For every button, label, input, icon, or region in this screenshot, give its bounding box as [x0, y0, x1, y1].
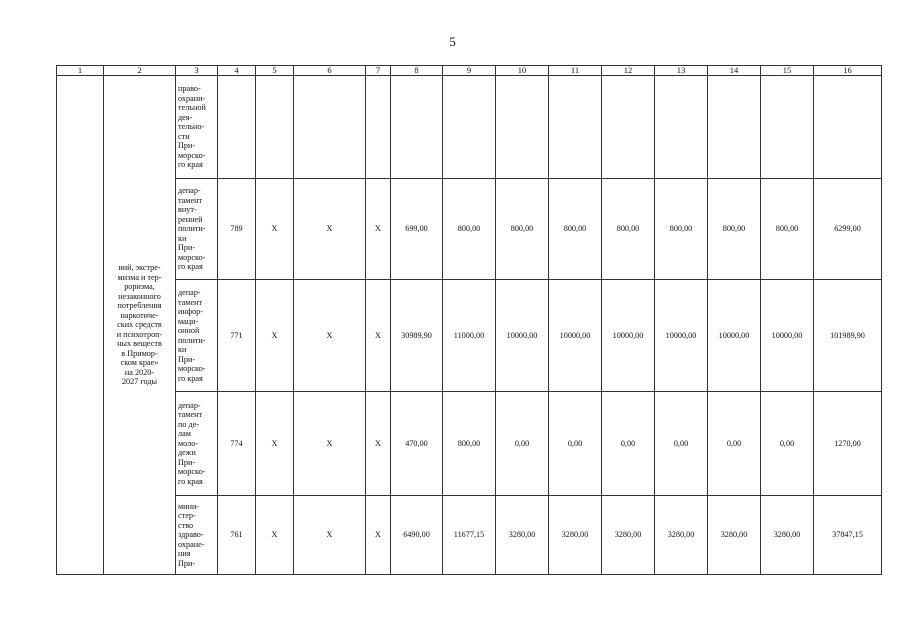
value-cell: 0,00 — [761, 392, 814, 496]
value-cell: X — [256, 280, 294, 392]
value-cell: X — [294, 179, 366, 280]
value-cell — [443, 76, 496, 179]
code-cell: 774 — [218, 392, 256, 496]
value-cell: 11677,15 — [443, 496, 496, 575]
value-cell: X — [294, 280, 366, 392]
value-cell: X — [294, 496, 366, 575]
column-header: 11 — [549, 66, 602, 76]
value-cell: 800,00 — [443, 392, 496, 496]
value-cell: 37847,15 — [814, 496, 882, 575]
value-cell: 6490,00 — [391, 496, 443, 575]
value-cell: 800,00 — [602, 179, 655, 280]
value-cell: 800,00 — [761, 179, 814, 280]
value-cell: 800,00 — [496, 179, 549, 280]
value-cell: 800,00 — [549, 179, 602, 280]
value-cell: X — [366, 280, 391, 392]
value-cell: X — [294, 392, 366, 496]
column-header: 13 — [655, 66, 708, 76]
program-name-cell: ний, экстре- мизма и тер- роризма, незаконного потребления наркотиче- ских средств и психотроп- ных веществ в Примор- ском крае» на 2020- 2027 годы — [104, 76, 176, 575]
value-cell: 3280,00 — [655, 496, 708, 575]
column-header: 8 — [391, 66, 443, 76]
value-cell: 800,00 — [655, 179, 708, 280]
code-cell: 771 — [218, 280, 256, 392]
row-number-cell — [57, 76, 104, 575]
code-cell: 761 — [218, 496, 256, 575]
column-header: 4 — [218, 66, 256, 76]
column-header: 5 — [256, 66, 294, 76]
value-cell: 3280,00 — [761, 496, 814, 575]
column-header: 3 — [176, 66, 218, 76]
value-cell — [549, 76, 602, 179]
executor-cell: депар- тамент по де- лам моло- дежи При- морско- го края — [176, 392, 218, 496]
code-cell: 789 — [218, 179, 256, 280]
table-row — [57, 179, 882, 280]
column-header: 16 — [814, 66, 882, 76]
page-number: 5 — [449, 34, 456, 49]
value-cell: X — [256, 179, 294, 280]
value-cell — [391, 76, 443, 179]
value-cell: X — [366, 392, 391, 496]
value-cell — [496, 76, 549, 179]
value-cell — [814, 76, 882, 179]
column-number-row — [57, 66, 882, 76]
column-header: 14 — [708, 66, 761, 76]
value-cell: 10000,00 — [655, 280, 708, 392]
column-header: 7 — [366, 66, 391, 76]
table-row — [57, 280, 882, 392]
executor-cell: депар- тамент инфор- маци- онной полити- ки При- морско- го края — [176, 280, 218, 392]
executor-cell: депар- тамент внут- ренней полити- ки При- морско- го края — [176, 179, 218, 280]
value-cell — [761, 76, 814, 179]
value-cell — [366, 76, 391, 179]
executor-cell: мини- стер- ство здраво- охране- ния При- — [176, 496, 218, 575]
value-cell — [708, 76, 761, 179]
value-cell: 1270,00 — [814, 392, 882, 496]
value-cell: 10000,00 — [496, 280, 549, 392]
column-header: 10 — [496, 66, 549, 76]
value-cell: 11000,00 — [443, 280, 496, 392]
table-row — [57, 76, 882, 179]
value-cell: 0,00 — [602, 392, 655, 496]
budget-table — [56, 65, 882, 575]
table-row — [57, 392, 882, 496]
column-header: 15 — [761, 66, 814, 76]
value-cell: 0,00 — [496, 392, 549, 496]
value-cell: 3280,00 — [549, 496, 602, 575]
value-cell: X — [256, 496, 294, 575]
value-cell: 10000,00 — [549, 280, 602, 392]
value-cell — [294, 76, 366, 179]
value-cell: 470,00 — [391, 392, 443, 496]
column-header: 9 — [443, 66, 496, 76]
executor-cell: право- охрани- тельной дея- тельно- сти При- морско- го края — [176, 76, 218, 179]
value-cell: 0,00 — [708, 392, 761, 496]
value-cell: X — [366, 179, 391, 280]
value-cell: 10000,00 — [761, 280, 814, 392]
value-cell: 10000,00 — [602, 280, 655, 392]
value-cell: 0,00 — [549, 392, 602, 496]
column-header: 2 — [104, 66, 176, 76]
value-cell: X — [366, 496, 391, 575]
value-cell: 3280,00 — [496, 496, 549, 575]
table-row — [57, 496, 882, 575]
column-header: 1 — [57, 66, 104, 76]
value-cell: 10000,00 — [708, 280, 761, 392]
value-cell — [602, 76, 655, 179]
value-cell: 800,00 — [708, 179, 761, 280]
value-cell: 30989,90 — [391, 280, 443, 392]
column-header: 6 — [294, 66, 366, 76]
column-header: 12 — [602, 66, 655, 76]
code-cell — [218, 76, 256, 179]
value-cell: 800,00 — [443, 179, 496, 280]
value-cell: 0,00 — [655, 392, 708, 496]
value-cell — [256, 76, 294, 179]
value-cell: 6299,00 — [814, 179, 882, 280]
value-cell: 3280,00 — [708, 496, 761, 575]
value-cell: 699,00 — [391, 179, 443, 280]
value-cell: 3280,00 — [602, 496, 655, 575]
value-cell — [655, 76, 708, 179]
value-cell: 101989,90 — [814, 280, 882, 392]
value-cell: X — [256, 392, 294, 496]
